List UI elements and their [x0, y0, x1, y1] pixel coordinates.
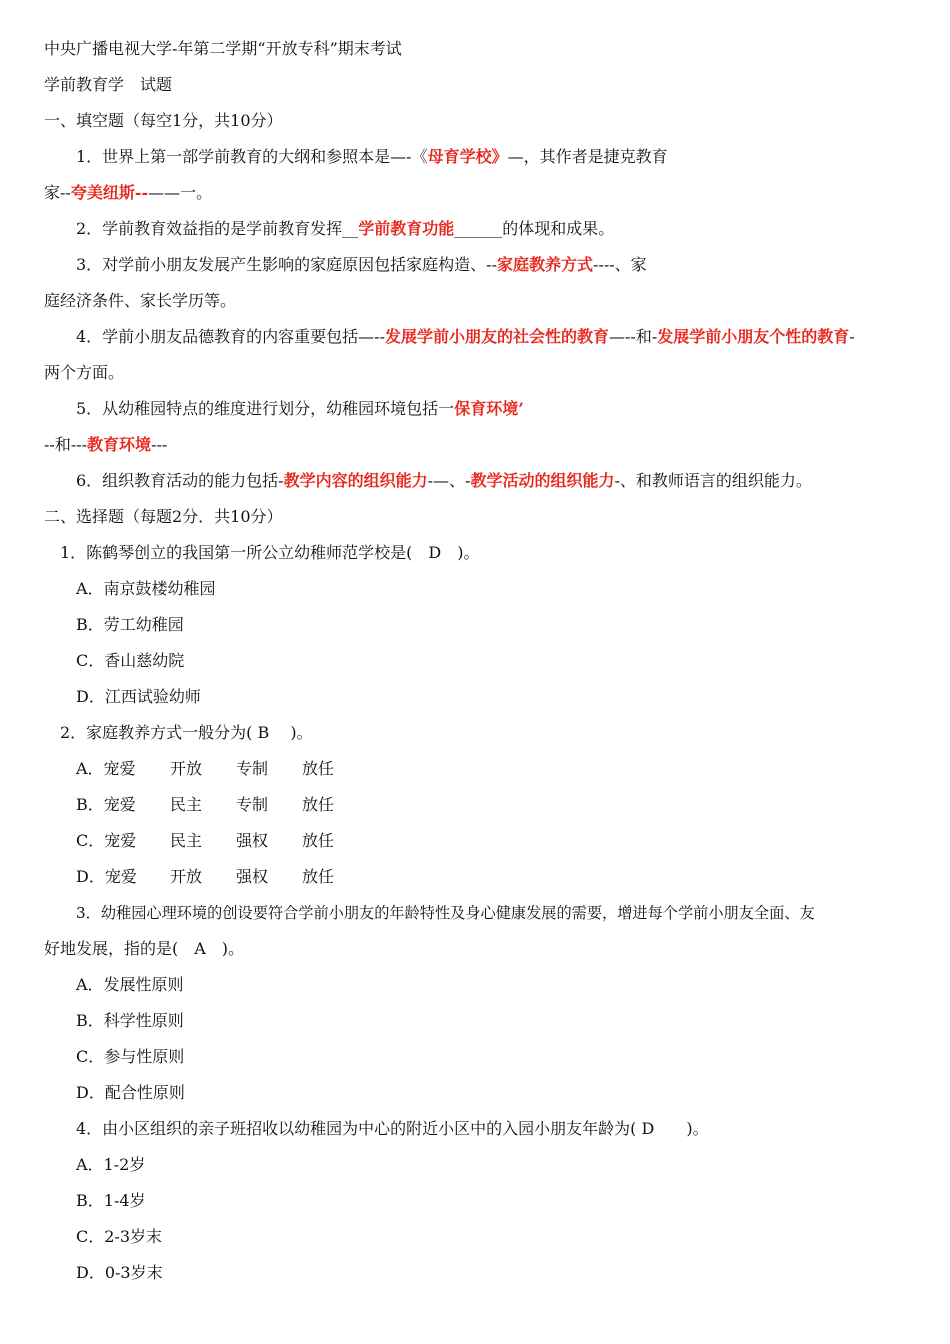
- fill-q3-line2: 庭经济条件、家长学历等。: [44, 291, 237, 310]
- choice-q3-option-a: A．发展性原则: [76, 975, 184, 994]
- choice-q4-option-c: C．2-3岁末: [76, 1227, 163, 1246]
- fill-q4-line2: 两个方面。: [44, 363, 125, 382]
- fill-q4-answer1: 发展学前小朋友的社会性的教育: [385, 327, 610, 346]
- fill-q5-line1: 5．从幼稚园特点的维度进行划分，幼稚园环境包括一保育环境’: [76, 399, 524, 418]
- choice-q2-option-d: D．宠爱 开放 强权 放任: [76, 867, 335, 886]
- fill-q6: 6．组织教育活动的能力包括-教学内容的组织能力-—、-教学活动的组织能力-、和教师语言的组织能力。: [76, 471, 812, 490]
- choice-q4-option-b: B．1-4岁: [76, 1191, 146, 1210]
- fill-q1-answer1: 母育学校》: [427, 147, 508, 166]
- choice-q3-option-d: D．配合性原则: [76, 1083, 185, 1102]
- fill-q3-answer: 家庭教养方式: [497, 255, 594, 274]
- exam-title: 中央广播电视大学-年第二学期“开放专科”期末考试: [44, 39, 402, 58]
- fill-q4-line1: 4．学前小朋友品德教育的内容重要包括—--发展学前小朋友的社会性的教育—--和-发展学前小朋友个性的教育-: [76, 327, 855, 346]
- fill-q5-answer2: 教育环境: [87, 435, 152, 454]
- fill-q3-line1: 3．对学前小朋友发展产生影响的家庭原因包括家庭构造、--家庭教养方式----、家: [76, 255, 647, 274]
- choice-q1-option-b: B．劳工幼稚园: [76, 615, 184, 634]
- choice-q2-stem: 2．家庭教养方式一般分为( B )。: [60, 723, 313, 742]
- fill-q1-line1: 1．世界上第一部学前教育的大纲和参照本是—-《母育学校》—，其作者是捷克教育: [76, 147, 668, 166]
- choice-q3-stem-line1: 3．幼稚园心理环境的创设要符合学前小朋友的年龄特性及身心健康发展的需要，增进每个学前小朋友全面、友: [76, 904, 815, 922]
- fill-q4-answer2: 发展学前小朋友个性的教育: [657, 327, 850, 346]
- choice-q3-stem-line2: 好地发展，指的是( A )。: [44, 939, 245, 958]
- choice-q4-stem: 4．由小区组织的亲子班招收以幼稚园为中心的附近小区中的入园小朋友年龄为( D )。: [76, 1119, 709, 1138]
- choice-q2-option-c: C．宠爱 民主 强权 放任: [76, 831, 335, 850]
- exam-subject: 学前教育学 试题: [44, 75, 173, 94]
- choice-q2-option-b: B．宠爱 民主 专制 放任: [76, 795, 335, 814]
- choice-q3-option-b: B．科学性原则: [76, 1011, 184, 1030]
- choice-q1-option-c: C．香山慈幼院: [76, 651, 185, 670]
- fill-q5-line2: --和---教育环境---: [44, 435, 168, 454]
- fill-q2-answer: 学前教育功能: [358, 219, 455, 238]
- choice-q4-option-a: A．1-2岁: [76, 1155, 146, 1174]
- fill-q2: 2．学前教育效益指的是学前教育发挥__学前教育功能______的体现和成果。: [76, 219, 615, 238]
- choice-q2-option-a: A．宠爱 开放 专制 放任: [76, 759, 335, 778]
- section1-heading: 一、填空题（每空1分，共10分）: [44, 111, 283, 130]
- fill-q1-line2: 家--夸美纽斯--——一。: [44, 183, 213, 202]
- choice-q1-stem: 1．陈鹤琴创立的我国第一所公立幼稚师范学校是( D )。: [60, 543, 480, 562]
- choice-q4-option-d: D．0-3岁末: [76, 1263, 163, 1282]
- choice-q1-option-d: D．江西试验幼师: [76, 687, 201, 706]
- fill-q6-answer1: 教学内容的组织能力: [283, 471, 428, 490]
- section2-heading: 二、选择题（每题2分．共10分）: [44, 507, 283, 526]
- choice-q1-option-a: A．南京鼓楼幼稚园: [76, 579, 216, 598]
- fill-q1-answer2: 夸美纽斯--: [70, 183, 149, 202]
- choice-q3-option-c: C．参与性原则: [76, 1047, 185, 1066]
- fill-q5-answer1: 保育环境’: [454, 399, 524, 418]
- fill-q6-answer2: 教学活动的组织能力: [470, 471, 615, 490]
